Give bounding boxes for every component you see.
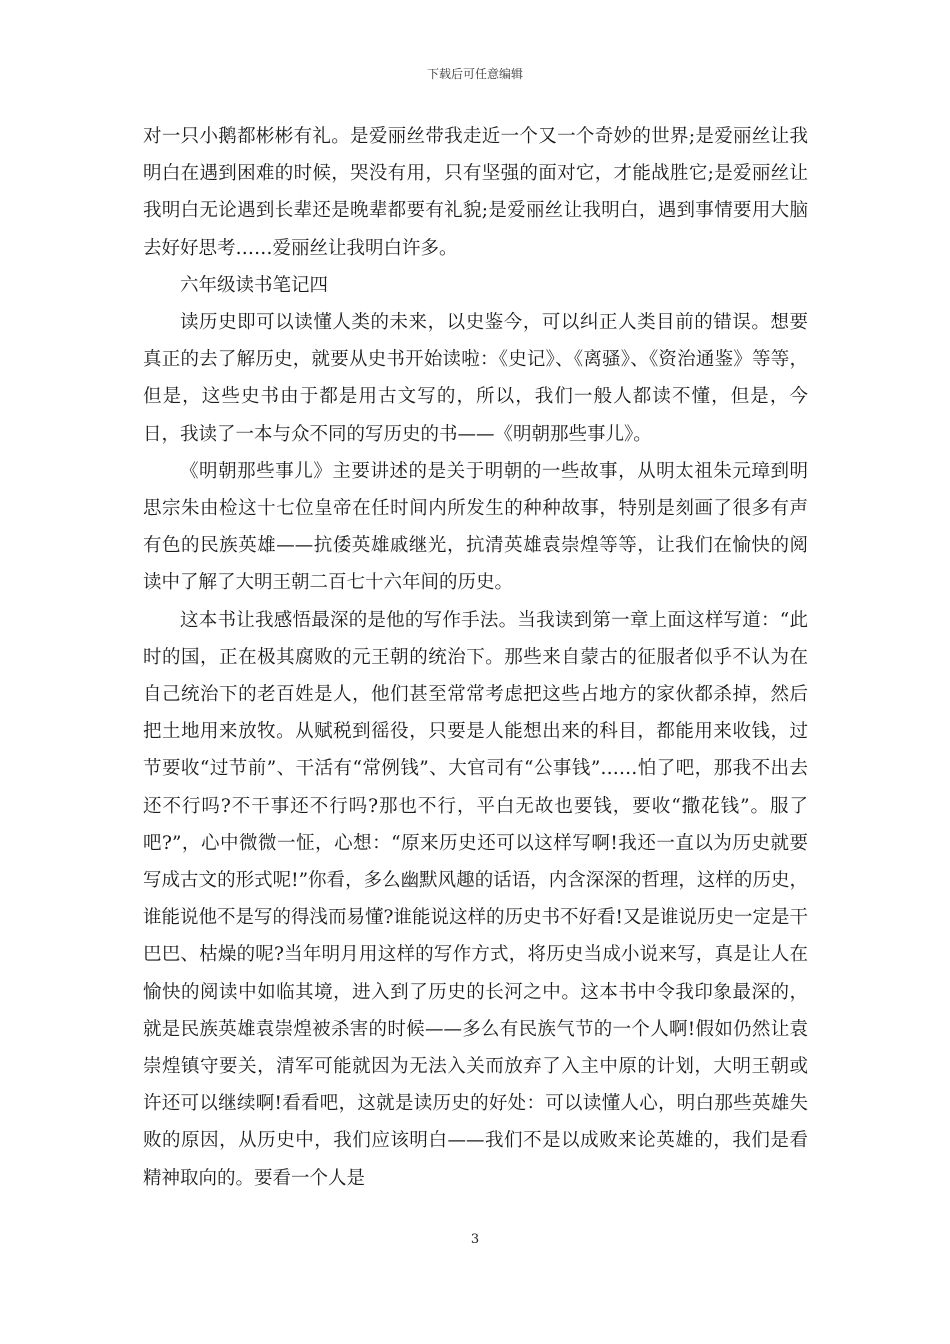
document-body [143, 118, 808, 1197]
paragraph-summary: 《明朝那些事儿》主要讲述的是关于明朝的一些故事，从明太祖朱元璋到明思宗朱由检这十七位皇帝在任时间内所发生的种种故事，特别是刻画了很多有声有色的民族英雄——抗倭英雄戚继光，抗清英雄袁崇煌等等，让我们在愉快的阅读中了解了大明王朝二百七十六年间的历史。 [143, 460, 808, 594]
page-number: 3 [470, 1232, 480, 1247]
section-heading: 六年级读书笔记四 [180, 274, 329, 296]
page-header: 下载后可任意编辑 [426, 67, 523, 81]
paragraph-intro: 读历史即可以读懂人类的未来，以史鉴今，可以纠正人类目前的错误。想要真正的去了解历史，就要从史书开始读啦：《史记》、《离骚》、《资治通鉴》等等，但是，这些史书由于都是用古文写的，所以，我们一般人都读不懂，但是，今日，我读了一本与众不同的写历史的书——《明朝那些事儿》。 [143, 312, 808, 445]
paragraph-reflection: 这本书让我感悟最深的是他的写作手法。当我读到第一章上面这样写道：“此时的国，正在极其腐败的元王朝的统治下。那些来自蒙古的征服者似乎不认为在自己统治下的老百姓是人，他们甚至常常考虑把这些占地方的家伙都杀掉，然后把土地用来放牧。从赋税到徭役，只要是人能想出来的科目，都能用来收钱，过节要收“过节前”、干活有“常例钱”、大官司有“公事钱”……怕了吧，那我不出去还不行吗?不干事还不行吗?那也不行，平白无故也要钱，要收“撒花钱”。服了吧?”，心中微微一怔，心想：“原来历史还可以这样写啊!我还一直以为历史就要写成古文的形式呢!”你看，多么幽默风趣的话语，内含深深的哲理，这样的历史，谁能说他不是写的得浅而易懂?谁能说这样的历史书不好看!又是谁说历史一定是干巴巴、枯燥的呢?当年明月用这样的写作方式，将历史当成小说来写，真是让人在愉快的阅读中如临其境，进入到了历史的长河之中。这本书中令我印象最深的，就是民族英雄袁崇煌被杀害的时候——多么有民族气节的一个人啊!假如仍然让袁崇煌镇守要关，清军可能就因为无法入关而放弃了入主中原的计划，大明王朝或许还可以继续啊!看看吧，这就是读历史的好处：可以读懂人心，明白那些英雄失败的原因，从历史中，我们应该明白——我们不是以成败来论英雄的，我们是看精神取向的。要看一个人是 [143, 609, 808, 1189]
paragraph-continuation: 对一只小鹅都彬彬有礼。是爱丽丝带我走近一个又一个奇妙的世界;是爱丽丝让我明白在遇到困难的时候，哭没有用，只有坚强的面对它，才能战胜它;是爱丽丝让我明白无论遇到长辈还是晚辈都要有礼貌;是爱丽丝让我明白，遇到事情要用大脑去好好思考……爱丽丝让我明白许多。 [143, 126, 808, 259]
